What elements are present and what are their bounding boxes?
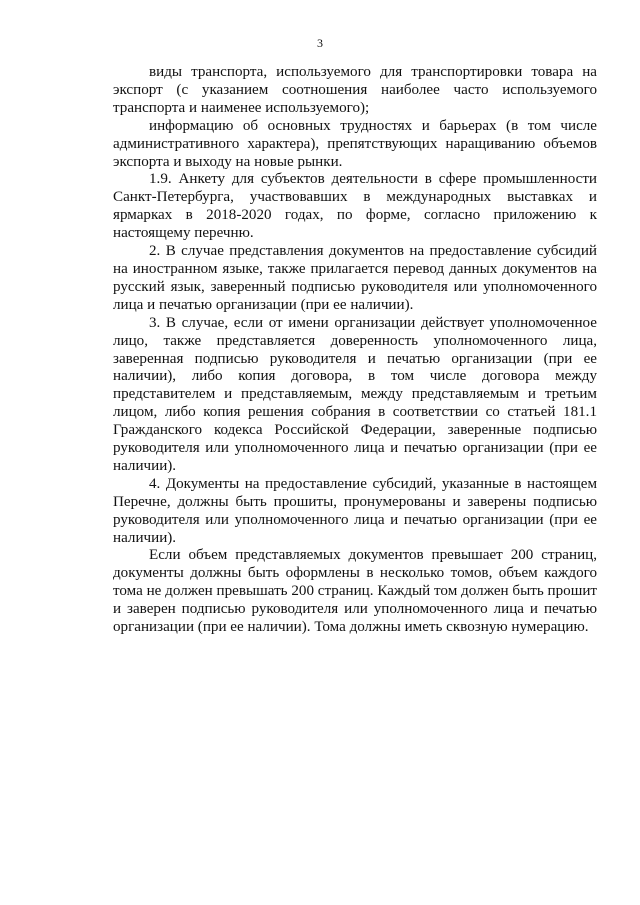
paragraph-item-4: 4. Документы на предоставление субсидий, указанные в настоящем Перечне, должны быть прошиты, пронумерованы и заверены подписью руководителя или уполномоченного лица и печатью организации (при ее наличии). [113,475,597,546]
paragraph-item-2: 2. В случае представления документов на предоставление субсидий на иностранном языке, также прилагается перевод данных документов на русский язык, заверенный подписью руководителя или уполномоченного лица и печатью организации (при ее наличии). [113,243,597,313]
paragraph-item-1-9: 1.9. Анкету для субъектов деятельности в сфере промышленности Санкт-Петербурга, участвовавших в международных выставках и ярмарках в 2018-2020 годах, по форме, согласно приложению к настоящему перечню. [113,171,597,242]
paragraph-item-3: 3. В случае, если от имени организации действует уполномоченное лицо, также представляется доверенность уполномоченного лица, заверенная подписью руководителя и печатью организации (при ее наличии), либо копия договора, в том числе договора между представителем и представляемым, между представляемым и третьим лицом, либо копия решения собрания в соответствии со статьей 181.1 Гражданского кодекса Российской Федерации, заверенные подписью руководителя или уполномоченного лица и печатью организации (при ее наличии). [113,314,597,474]
paragraph-transport-types: виды транспорта, используемого для транспортировки товара на экспорт (с указанием соотношения наиболее часто используемого транспорта и наименее используемого); [113,64,597,116]
paragraph-volume-limit: Если объем представляемых документов превышает 200 страниц, документы должны быть оформлены в несколько томов, объем каждого тома не должен превышать 200 страниц. Каждый том должен быть прошит и заверен подписью руководителя или уполномоченного лица и печатью организации (при ее наличии). Тома должны иметь сквозную нумерацию. [113,547,597,636]
paragraph-barriers-info: информацию об основных трудностях и барьерах (в том числе административного характера), препятствующих наращиванию объемов экспорта и выходу на новые рынки. [113,117,597,170]
page-number: 3 [317,36,323,50]
document-body [113,64,597,637]
